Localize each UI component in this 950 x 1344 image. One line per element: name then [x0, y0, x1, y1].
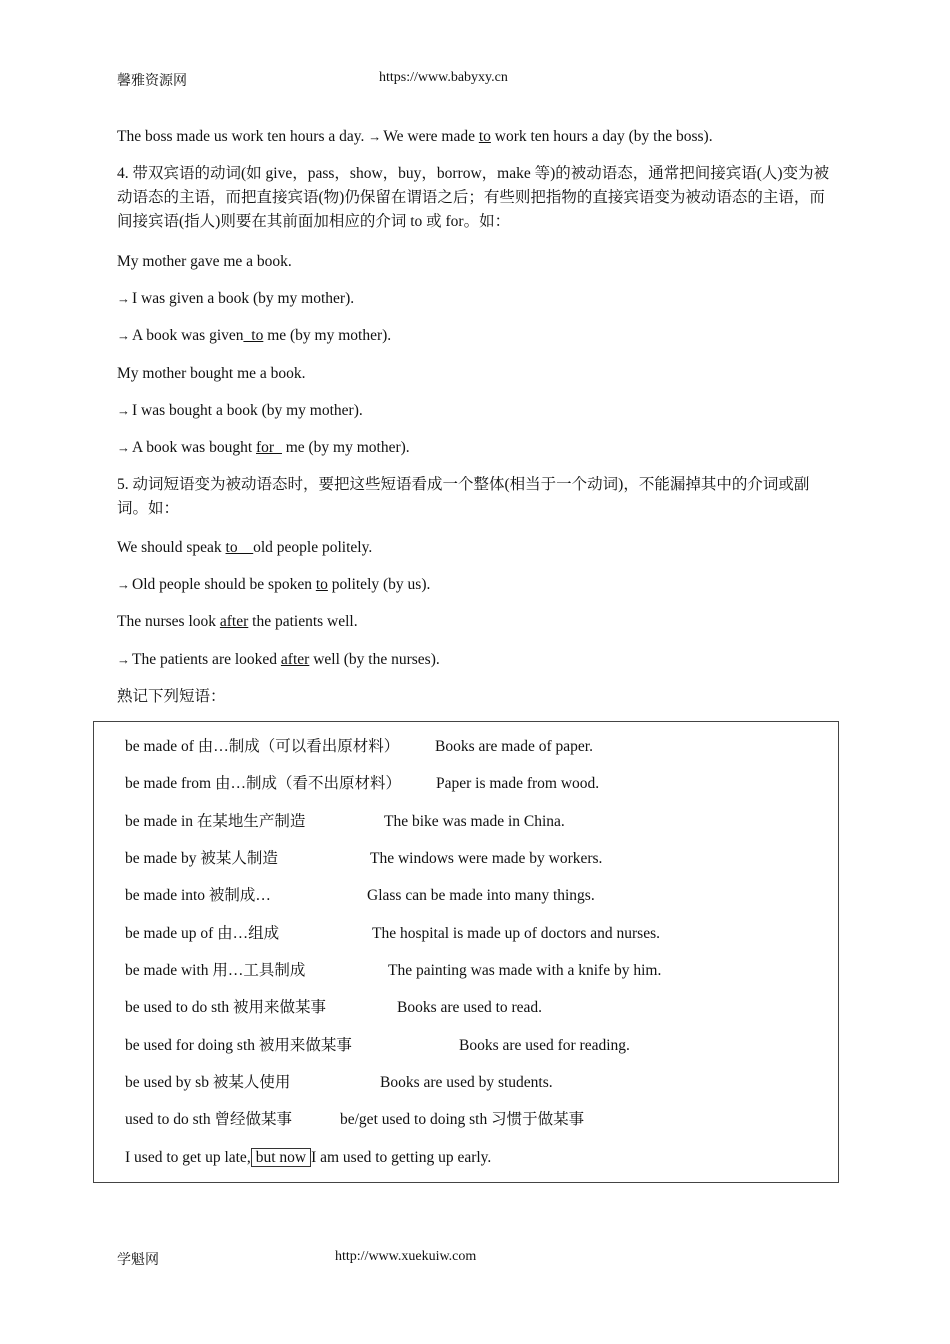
arrow-icon: → [117, 577, 130, 592]
arrow-icon: → [117, 440, 130, 455]
arrow-icon: → [368, 129, 382, 144]
example-transform: → The patients are looked after well (by the nurses). [117, 651, 440, 668]
phrase-example: Books are used by students. [380, 1074, 553, 1091]
arrow-icon: → [117, 291, 130, 306]
phrase-text: be made with 用…工具制成 [125, 962, 306, 979]
boxed-text: but now [251, 1148, 311, 1167]
example-transform: → A book was bought for_ me (by my mother). [117, 439, 410, 456]
example-transform: → Old people should be spoken to politely (by us). [117, 576, 431, 593]
example-transform: → A book was given_to me (by my mother). [117, 327, 392, 344]
arrow-icon: → [117, 403, 130, 418]
phrases-heading: 熟记下列短语： [117, 688, 226, 705]
phrase-text: be made by 被某人制造 [125, 850, 278, 867]
phrase-text: used to do sth 曾经做某事 [125, 1111, 293, 1128]
footer-url[interactable]: http://www.xuekuiw.com [335, 1249, 477, 1264]
example-transform: → I was given a book (by my mother). [117, 290, 355, 307]
example-sentence: We should speak to__old people politely. [117, 539, 373, 556]
phrase-example: Books are made of paper. [435, 738, 593, 755]
phrase-example: Books are used for reading. [459, 1037, 630, 1054]
phrase-example: be/get used to doing sth 习惯于做某事 [340, 1111, 585, 1128]
phrase-example: The painting was made with a knife by him. [388, 962, 662, 979]
phrase-text: be made up of 由…组成 [125, 925, 280, 942]
paragraph-1: The boss made us work ten hours a day. → We were made to work ten hours a day (by the boss). [117, 128, 713, 145]
phrase-example: The bike was made in China. [384, 813, 565, 830]
phrase-text: be made in 在某地生产制造 [125, 813, 306, 830]
footer-site-name: 学魁网 [117, 1253, 159, 1268]
phrase-text: be used for doing sth 被用来做某事 [125, 1037, 352, 1054]
phrase-text: be used by sb 被某人使用 [125, 1074, 291, 1091]
phrase-example: The windows were made by workers. [370, 850, 603, 867]
phrase-example: The hospital is made up of doctors and nurses. [372, 925, 660, 942]
header-url[interactable]: https://www.babyxy.cn [379, 70, 508, 85]
header-site-name: 馨雅资源网 [117, 74, 187, 89]
example-sentence: My mother gave me a book. [117, 253, 292, 270]
phrase-example-last: I used to get up late, but now I am used to getting up early. [125, 1149, 492, 1166]
example-transform: → I was bought a book (by my mother). [117, 402, 363, 419]
phrase-text: be made from 由…制成（看不出原材料） [125, 775, 401, 792]
phrase-example: Glass can be made into many things. [367, 887, 595, 904]
arrow-icon: → [117, 652, 130, 667]
example-sentence: My mother bought me a book. [117, 365, 306, 382]
rule-4-paragraph: 4. 带双宾语的动词(如 give，pass，show，buy，borrow，make 等)的被动语态，通常把间接宾语(人)变为被动语态的主语，而把直接宾语(物)仍保留在谓语之后；有些则把指物的直接宾语变为被动语态的主语，而间接宾语(指人)则要在其前面加相应的介词 to 或 for。如： [117, 165, 830, 230]
rule-5-paragraph: 5. 动词短语变为被动语态时，要把这些短语看成一个整体(相当于一个动词)，不能漏掉其中的介词或副词。如： [117, 476, 810, 517]
phrase-text: be made into 被制成… [125, 887, 271, 904]
phrase-example: Paper is made from wood. [436, 775, 600, 792]
phrase-text: be used to do sth 被用来做某事 [125, 999, 327, 1016]
phrase-text: be made of 由…制成（可以看出原材料） [125, 738, 400, 755]
example-sentence: The nurses look after the patients well. [117, 613, 358, 630]
arrow-icon: → [117, 328, 130, 343]
phrase-example: Books are used to read. [397, 999, 543, 1016]
